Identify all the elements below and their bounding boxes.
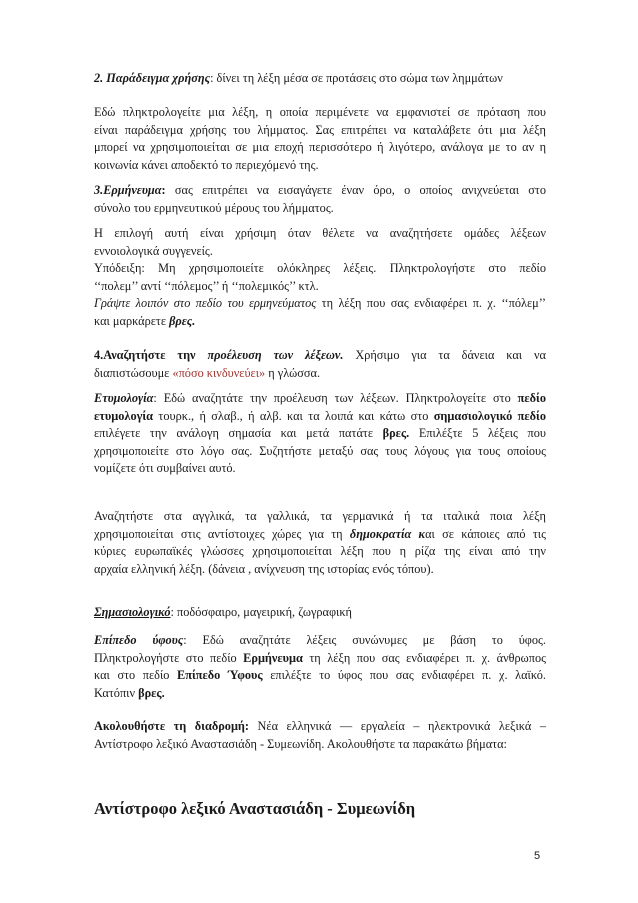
usage-example-label: 2. Παράδειγμα χρήσης [94, 71, 211, 85]
paragraph-style-level: Επίπεδο ύφους: Εδώ αναζητάτε λέξεις συνώνυμες με βάση το ύφος. Πληκτρολογήστε στο πεδίο Ερμήνευμα τη λέξη που σας ενδιαφέρει π. χ. άνθρωπος και στο πεδίο Επίπεδο Ύφους επιλέξτε το ύφος που σας ενδιαφέρει π. χ. λαϊκό. Κατόπιν βρες. [94, 633, 546, 700]
etymology-label: Ετυμολογία [94, 391, 154, 405]
paragraph-usage-example: 2. Παράδειγμα χρήσης: δίνει τη λέξη μέσα σε προτάσεις στο σώμα των λημμάτων [94, 71, 503, 85]
follow-path-label: Ακολουθήστε τη διαδρομή: [94, 719, 250, 733]
paragraph-interpretation: 3.Ερμήνευμα: σας επιτρέπει να εισαγάγετε έναν όρο, ο οποίος ανιχνεύεται στο σύνολο του ερμηνευτικού μέρους του λήμματος. [94, 183, 546, 215]
interpretation-label: 3.Ερμήνευμα [94, 183, 162, 197]
paragraph-interpretation-usage: Η επιλογή αυτή είναι χρήσιμη όταν θέλετε να αναζητήσετε ομάδες λέξεων εννοιολογικά συγγενείς. Υπόδειξη: Μη χρησιμοποιείτε ολόκληρες λέξεις. Πληκτρολογήστε στο πεδίο ‘‘πολεμ’’ αντί ‘‘πόλεμος’’ ή ‘‘πολεμικός’’ κτλ. Γράψτε λοιπόν στο πεδίο του ερμηνεύματος τη λέξη που σας ενδιαφέρει π. χ. ‘‘πόλεμ’’ και μαρκάρετε βρες. [94, 226, 546, 328]
page-number: 5 [534, 850, 541, 862]
section-title: Αντίστροφο λεξικό Αναστασιάδη - Συμεωνίδη [94, 799, 416, 818]
paragraph-follow-path: Ακολουθήστε τη διαδρομή: Νέα ελληνικά — εργαλεία – ηλεκτρονικά λεξικά – Αντίστροφο λεξικό Αναστασιάδη - Συμεωνίδη. Ακολουθήστε τα παρακάτω βήματα: [94, 719, 546, 751]
semantic-label: Σημασιολογικό [94, 605, 171, 619]
style-level-label: Επίπεδο ύφους [94, 633, 184, 647]
paragraph-democracy-search: Αναζητήστε στα αγγλικά, τα γαλλικά, τα γερμανικά ή τα ιταλικά ποια λέξη χρησιμοποιείται στις αντίστοιχες χώρες για τη δημοκρατία και σε κάποιες από τις κύριες ευρωπαϊκές γλώσσες χρησιμοποιείται λέξη που η ρίζα της είναι από την αρχαία ελληνική λέξη. (δάνεια , ανίχνευση της ιστορίας ενός τόπου). [94, 509, 546, 576]
paragraph-etymology: Ετυμολογία: Εδώ αναζητάτε την προέλευση των λέξεων. Πληκτρολογείτε στο πεδίο ετυμολογία τουρκ., ή σλαβ., ή αλβ. και τα λοιπά και κάτω στο σημασιολογικό πεδίο επιλέγετε την ανάλογη σημασία και μετά πατάτε βρες. Επιλέξτε 5 λέξεις που χρησιμοποιείτε στο λόγο σας. Συζητήστε μεταξύ σας τους λόγους για τους οποίους νομίζετε ότι συμβαίνει αυτό. [94, 391, 546, 475]
language-danger-link[interactable]: «πόσο κινδυνεύει» [172, 365, 266, 380]
paragraph-usage-explanation: Εδώ πληκτρολογείτε μια λέξη, η οποία περιμένετε να εμφανιστεί σε πρόταση που είναι παράδειγμα χρήσης του λήμματος. Σας επιτρέπει να καταλάβετε ότι μια λέξη μπορεί να χρησιμοποιείται σε μια εποχή περισσότερο ή λιγότερο, ανάλογα με το αν η κοινωνία κάνει αποδεκτό το περιεχόμενό της. [94, 105, 546, 172]
paragraph-word-origin: 4.Αναζητήστε την προέλευση των λέξεων. Χρήσιμο για τα δάνεια και να διαπιστώσουμε «πόσο κινδυνεύει» η γλώσσα. [94, 348, 547, 380]
paragraph-semantic: Σημασιολογικό: ποδόσφαιρο, μαγειρική, ζωγραφική [94, 605, 352, 619]
find-keyword: βρες. [169, 313, 196, 328]
